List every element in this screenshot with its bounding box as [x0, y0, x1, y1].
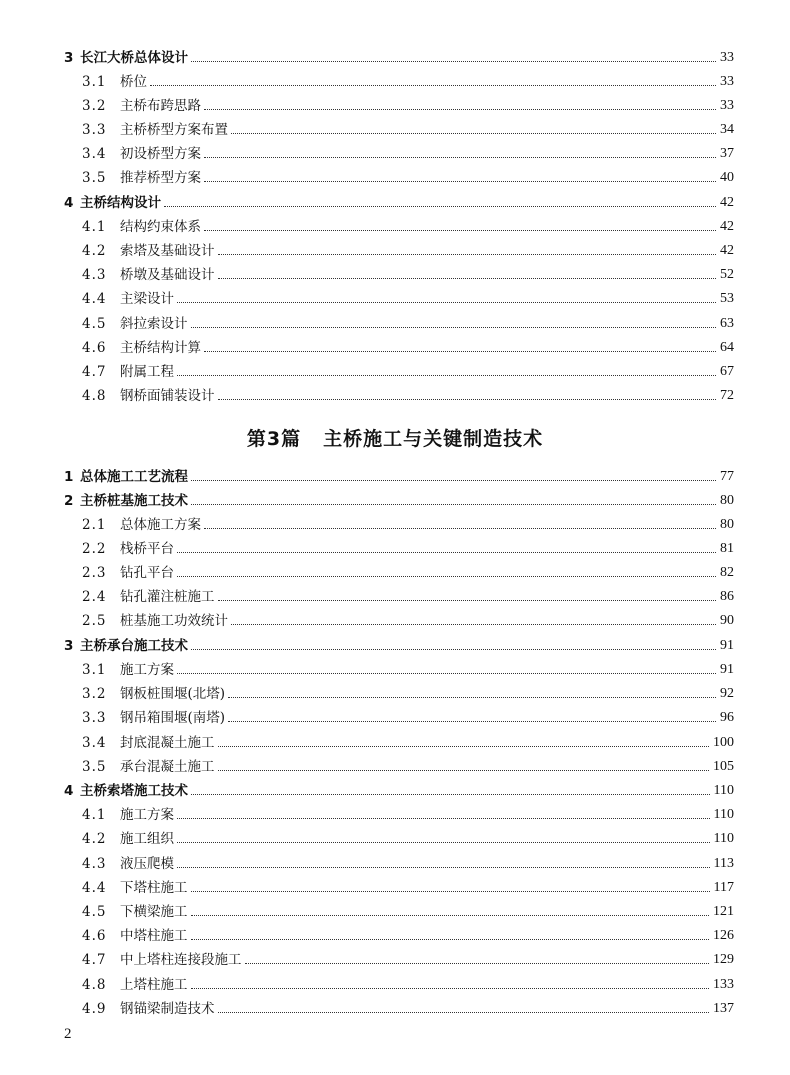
toc-entry-number: 4.8	[82, 388, 107, 404]
toc-entry-number: 3.3	[82, 710, 107, 726]
toc-entry-title: 施工方案	[120, 662, 174, 678]
toc-entry-3-4b[interactable]	[82, 729, 734, 751]
toc-entry-3-2b[interactable]	[82, 680, 734, 702]
toc-entry-number: 4.3	[82, 856, 107, 872]
toc-entry-number: 4.8	[82, 977, 107, 993]
dot-leader	[191, 60, 716, 62]
toc-entry-number: 3.5	[82, 170, 107, 186]
toc-entry-4-5[interactable]	[82, 310, 734, 332]
toc-entry-page: 81	[720, 541, 734, 556]
toc-entry-number: 4	[64, 783, 74, 799]
dot-leader	[218, 253, 717, 255]
dot-leader	[231, 623, 716, 625]
toc-entry-part3-chapter-1[interactable]	[64, 463, 734, 485]
toc-entry-page: 53	[720, 291, 734, 306]
toc-entry-number: 4.5	[82, 316, 107, 332]
toc-entry-number: 4.2	[82, 831, 107, 847]
dot-leader	[191, 987, 710, 989]
toc-entry-title: 液压爬模	[120, 856, 174, 872]
toc-entry-4-5b[interactable]	[82, 898, 734, 920]
dot-leader	[228, 720, 716, 722]
toc-entry-page: 126	[713, 928, 734, 943]
toc-entry-4-4[interactable]	[82, 285, 734, 307]
toc-entry-title: 桥位	[120, 74, 147, 90]
toc-entry-title: 钢锚梁制造技术	[120, 1001, 215, 1017]
toc-entry-number: 4.6	[82, 928, 107, 944]
dot-leader	[204, 108, 716, 110]
toc-entry-number: 2	[64, 493, 74, 509]
dot-leader	[191, 793, 710, 795]
part-heading	[0, 424, 790, 451]
dot-leader	[191, 938, 710, 940]
toc-entry-number: 2.4	[82, 589, 107, 605]
toc-entry-page: 105	[713, 759, 734, 774]
toc-entry-title: 附属工程	[120, 364, 174, 380]
toc-entry-page: 137	[713, 1001, 734, 1016]
toc-entry-2-3[interactable]	[82, 559, 734, 581]
toc-entry-title: 索塔及基础设计	[120, 243, 215, 259]
toc-entry-page: 117	[713, 880, 734, 895]
dot-leader	[177, 301, 716, 303]
toc-entry-page: 40	[720, 170, 734, 185]
toc-entry-number: 4.7	[82, 952, 107, 968]
dot-leader	[218, 745, 710, 747]
toc-entry-page: 96	[720, 710, 734, 725]
dot-leader	[204, 180, 716, 182]
toc-entry-4-6[interactable]	[82, 334, 734, 356]
toc-entry-title: 钢桥面铺装设计	[120, 388, 215, 404]
dot-leader	[218, 398, 717, 400]
toc-entry-title: 桩基施工功效统计	[120, 613, 228, 629]
toc-entry-title: 主桥布跨思路	[120, 98, 201, 114]
dot-leader	[204, 229, 716, 231]
toc-entry-number: 4.3	[82, 267, 107, 283]
toc-entry-chapter-4[interactable]	[64, 189, 734, 211]
toc-entry-3-3b[interactable]	[82, 704, 734, 726]
toc-entry-page: 80	[720, 493, 734, 508]
toc-entry-chapter-3[interactable]	[64, 44, 734, 66]
dot-leader	[177, 672, 716, 674]
toc-entry-number: 4.5	[82, 904, 107, 920]
part-label: 第3篇	[246, 428, 302, 450]
dot-leader	[218, 599, 717, 601]
toc-entry-4-7[interactable]	[82, 358, 734, 380]
toc-entry-2-2[interactable]	[82, 535, 734, 557]
dot-leader	[231, 132, 716, 134]
toc-entry-page: 91	[720, 662, 734, 677]
toc-entry-title: 总体施工工艺流程	[80, 469, 188, 485]
part-title: 主桥施工与关键制造技术	[323, 428, 544, 450]
toc-entry-title: 钢板桩围堰(北塔)	[120, 686, 226, 702]
toc-entry-title: 下横梁施工	[120, 904, 188, 920]
toc-entry-number: 4.9	[82, 1001, 107, 1017]
toc-entry-4-3[interactable]	[82, 261, 734, 283]
toc-entry-page: 110	[713, 783, 734, 798]
toc-entry-4-3b[interactable]	[82, 850, 734, 872]
toc-entry-4-8b[interactable]	[82, 971, 734, 993]
toc-entry-page: 129	[713, 952, 734, 967]
toc-entry-part3-chapter-4[interactable]	[64, 777, 734, 799]
toc-entry-page: 82	[720, 565, 734, 580]
toc-entry-page: 42	[720, 219, 734, 234]
toc-entry-number: 3.1	[82, 74, 107, 90]
toc-entry-title: 施工组织	[120, 831, 174, 847]
toc-entry-page: 33	[720, 50, 734, 65]
toc-entry-3-4[interactable]	[82, 140, 734, 162]
toc-entry-number: 4.2	[82, 243, 107, 259]
toc-entry-number: 4.1	[82, 807, 107, 823]
toc-entry-page: 113	[713, 856, 734, 871]
toc-entry-page: 72	[720, 388, 734, 403]
toc-entry-title: 承台混凝土施工	[120, 759, 215, 775]
toc-entry-number: 4	[64, 195, 74, 211]
toc-entry-number: 4.4	[82, 291, 107, 307]
toc-entry-page: 133	[713, 977, 734, 992]
dot-leader	[177, 817, 710, 819]
toc-entry-title: 栈桥平台	[120, 541, 174, 557]
toc-entry-title: 斜拉索设计	[120, 316, 188, 332]
dot-leader	[164, 205, 716, 207]
toc-entry-page: 91	[720, 638, 734, 653]
toc-entry-title: 主梁设计	[120, 291, 174, 307]
toc-entry-title: 主桥桩基施工技术	[80, 493, 188, 509]
toc-entry-title: 封底混凝土施工	[120, 735, 215, 751]
dot-leader	[191, 503, 716, 505]
toc-entry-3-5b[interactable]	[82, 753, 734, 775]
toc-entry-2-5[interactable]	[82, 607, 734, 629]
dot-leader	[191, 914, 710, 916]
toc-entry-title: 钻孔平台	[120, 565, 174, 581]
toc-entry-4-1[interactable]	[82, 213, 734, 235]
toc-entry-number: 3.5	[82, 759, 107, 775]
toc-entry-page: 90	[720, 613, 734, 628]
dot-leader	[218, 769, 710, 771]
toc-entry-3-1[interactable]	[82, 68, 734, 90]
toc-entry-page: 42	[720, 195, 734, 210]
toc-entry-page: 33	[720, 98, 734, 113]
toc-entry-number: 3.2	[82, 686, 107, 702]
toc-entry-4-7b[interactable]	[82, 946, 734, 968]
toc-entry-4-2b[interactable]	[82, 825, 734, 847]
dot-leader	[191, 326, 717, 328]
page-number: 2	[64, 1026, 72, 1042]
toc-entry-title: 长江大桥总体设计	[80, 50, 188, 66]
toc-entry-title: 主桥承台施工技术	[80, 638, 188, 654]
toc-entry-page: 63	[720, 316, 734, 331]
toc-entry-number: 2.2	[82, 541, 107, 557]
toc-entry-page: 52	[720, 267, 734, 282]
toc-entry-title: 主桥结构设计	[80, 195, 161, 211]
toc-entry-title: 初设桥型方案	[120, 146, 201, 162]
dot-leader	[245, 962, 710, 964]
dot-leader	[191, 890, 710, 892]
dot-leader	[177, 841, 710, 843]
toc-entry-title: 结构约束体系	[120, 219, 201, 235]
dot-leader	[204, 156, 716, 158]
toc-entry-page: 67	[720, 364, 734, 379]
toc-entry-page: 64	[720, 340, 734, 355]
dot-leader	[177, 866, 710, 868]
toc-entry-number: 3.4	[82, 735, 107, 751]
toc-entry-number: 4.4	[82, 880, 107, 896]
dot-leader	[191, 648, 716, 650]
toc-entry-title: 主桥结构计算	[120, 340, 201, 356]
toc-entry-3-2[interactable]	[82, 92, 734, 114]
toc-entry-page: 100	[713, 735, 734, 750]
toc-entry-number: 3.1	[82, 662, 107, 678]
toc-entry-4-2[interactable]	[82, 237, 734, 259]
dot-leader	[228, 696, 716, 698]
toc-entry-title: 主桥索塔施工技术	[80, 783, 188, 799]
toc-entry-number: 1	[64, 469, 74, 485]
toc-entry-number: 3.3	[82, 122, 107, 138]
toc-entry-page: 80	[720, 517, 734, 532]
toc-entry-part3-chapter-3[interactable]	[64, 632, 734, 654]
toc-entry-title: 桥墩及基础设计	[120, 267, 215, 283]
dot-leader	[204, 527, 716, 529]
toc-entry-title: 推荐桥型方案	[120, 170, 201, 186]
toc-entry-number: 4.7	[82, 364, 107, 380]
toc-entry-page: 33	[720, 74, 734, 89]
toc-entry-page: 110	[713, 807, 734, 822]
toc-entry-page: 34	[720, 122, 734, 137]
dot-leader	[177, 374, 716, 376]
toc-entry-page: 37	[720, 146, 734, 161]
dot-leader	[150, 84, 716, 86]
dot-leader	[218, 277, 717, 279]
toc-entry-title: 主桥桥型方案布置	[120, 122, 228, 138]
toc-entry-3-1b[interactable]	[82, 656, 734, 678]
toc-entry-number: 3.2	[82, 98, 107, 114]
toc-entry-title: 下塔柱施工	[120, 880, 188, 896]
toc-entry-2-4[interactable]	[82, 583, 734, 605]
toc-entry-title: 施工方案	[120, 807, 174, 823]
toc-entry-number: 3.4	[82, 146, 107, 162]
toc-entry-page: 92	[720, 686, 734, 701]
toc-entry-title: 上塔柱施工	[120, 977, 188, 993]
dot-leader	[191, 479, 716, 481]
toc-entry-4-6b[interactable]	[82, 922, 734, 944]
toc-entry-page: 86	[720, 589, 734, 604]
toc-entry-title: 中塔柱施工	[120, 928, 188, 944]
toc-entry-title: 总体施工方案	[120, 517, 201, 533]
toc-entry-page: 42	[720, 243, 734, 258]
toc-entry-number: 3	[64, 638, 74, 654]
toc-entry-number: 2.3	[82, 565, 107, 581]
toc-entry-number: 3	[64, 50, 74, 66]
toc-entry-4-4b[interactable]	[82, 874, 734, 896]
dot-leader	[177, 551, 716, 553]
toc-entry-title: 中上塔柱连接段施工	[120, 952, 242, 968]
toc-entry-2-1[interactable]	[82, 511, 734, 533]
toc-entry-page: 77	[720, 469, 734, 484]
toc-entry-4-8[interactable]	[82, 382, 734, 404]
toc-entry-page: 121	[713, 904, 734, 919]
toc-entry-number: 4.6	[82, 340, 107, 356]
dot-leader	[218, 1011, 710, 1013]
toc-entry-number: 2.1	[82, 517, 107, 533]
toc-entry-3-5[interactable]	[82, 164, 734, 186]
toc-entry-title: 钢吊箱围堰(南塔)	[120, 710, 226, 726]
toc-entry-title: 钻孔灌注桩施工	[120, 589, 215, 605]
toc-entry-part3-chapter-2[interactable]	[64, 487, 734, 509]
toc-entry-number: 2.5	[82, 613, 107, 629]
toc-entry-page: 110	[713, 831, 734, 846]
dot-leader	[177, 575, 716, 577]
toc-entry-3-3[interactable]	[82, 116, 734, 138]
dot-leader	[204, 350, 716, 352]
toc-entry-4-9b[interactable]	[82, 995, 734, 1017]
toc-entry-4-1b[interactable]	[82, 801, 734, 823]
toc-entry-number: 4.1	[82, 219, 107, 235]
